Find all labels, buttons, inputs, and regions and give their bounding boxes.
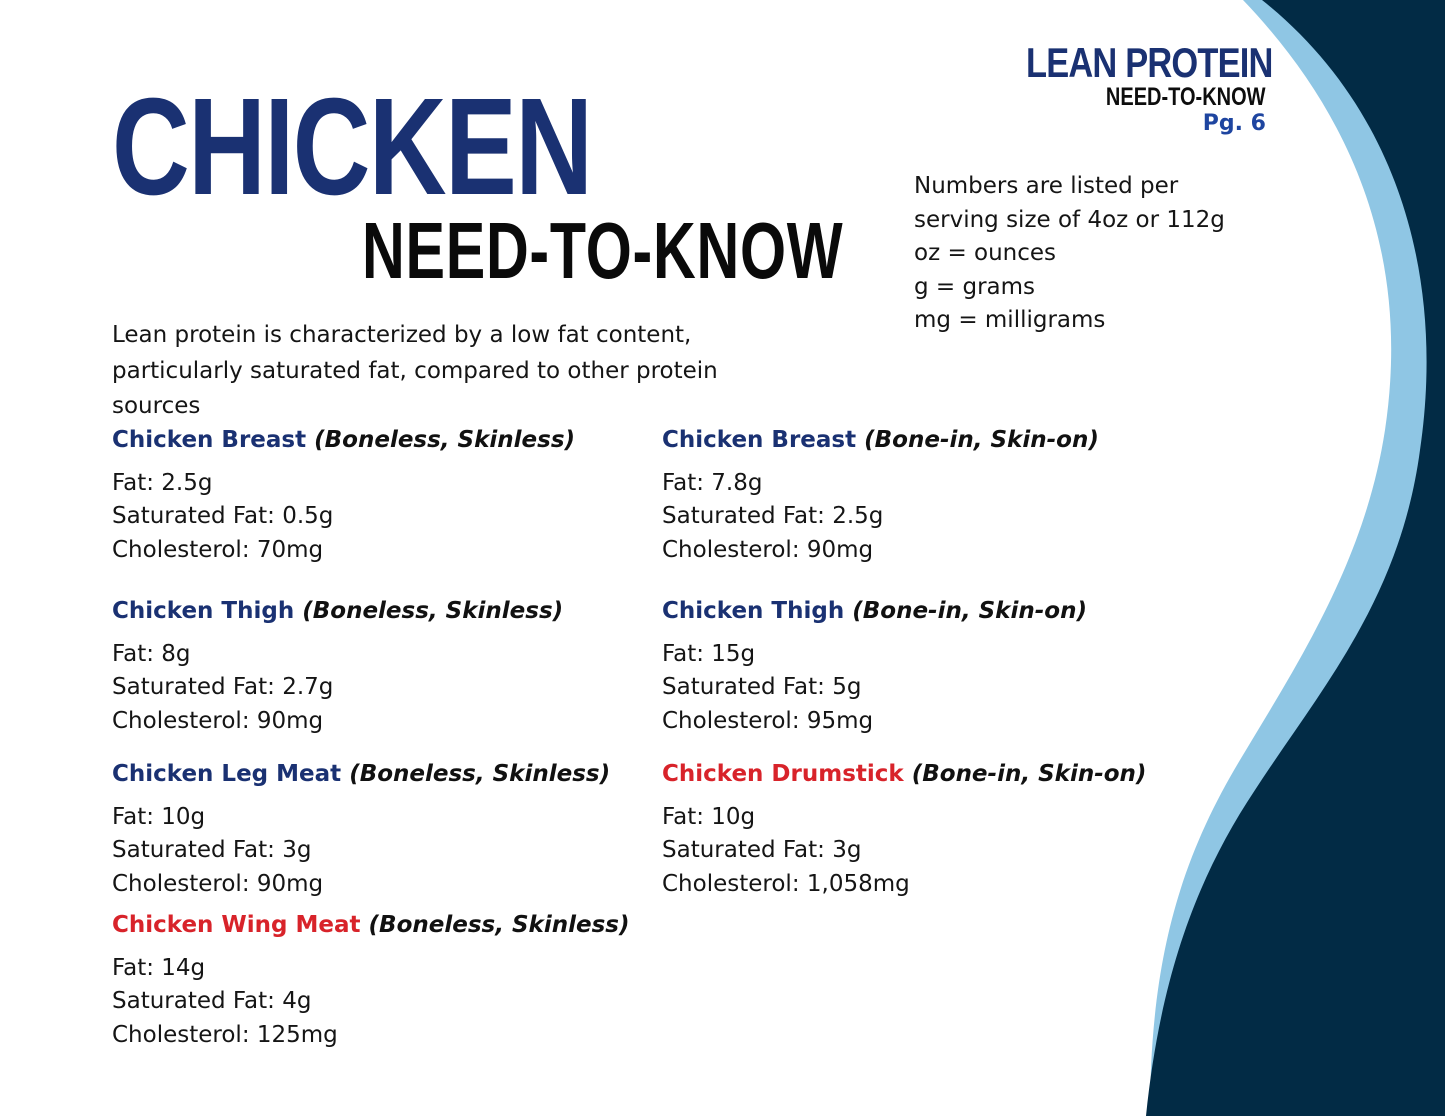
section-chicken-thigh-boneless xyxy=(112,596,563,738)
cut-name: Chicken Breast xyxy=(662,427,857,453)
section-chicken-breast-boneless xyxy=(112,425,575,567)
fat-value: Fat: 10g xyxy=(662,804,756,830)
serving-notes xyxy=(914,170,1244,338)
fat-value: Fat: 8g xyxy=(112,641,191,667)
saturated-fat-value: Saturated Fat: 3g xyxy=(662,837,862,864)
section-heading xyxy=(662,596,1087,626)
nutrition-facts xyxy=(662,638,1087,738)
fat-value: Fat: 15g xyxy=(662,641,756,667)
cut-name: Chicken Breast xyxy=(112,427,307,453)
cut-detail: (Bone-in, Skin-on) xyxy=(911,761,1147,787)
saturated-fat-value: Saturated Fat: 0.5g xyxy=(112,503,334,530)
section-chicken-thigh-bone-in xyxy=(662,596,1087,738)
fat-value: Fat: 10g xyxy=(112,804,206,830)
saturated-fat-value: Saturated Fat: 2.5g xyxy=(662,503,884,530)
section-heading xyxy=(112,910,629,940)
section-heading xyxy=(112,759,610,789)
cut-detail: (Boneless, Skinless) xyxy=(349,761,611,787)
cut-name: Chicken Drumstick xyxy=(662,761,904,787)
cholesterol-value: Cholesterol: 125mg xyxy=(112,1021,338,1048)
page-title: CHICKEN xyxy=(112,70,592,224)
nutrition-facts xyxy=(112,952,629,1052)
saturated-fat-value: Saturated Fat: 4g xyxy=(112,988,312,1015)
cut-detail: (Bone-in, Skin-on) xyxy=(864,427,1099,453)
note-line: oz = ounces xyxy=(914,240,1057,266)
cut-name: Chicken Wing Meat xyxy=(112,912,361,938)
saturated-fat-value: Saturated Fat: 2.7g xyxy=(112,674,334,701)
cut-name: Chicken Thigh xyxy=(112,598,295,624)
note-line: mg = milligrams xyxy=(914,307,1106,333)
section-heading xyxy=(112,596,563,626)
cut-detail: (Boneless, Skinless) xyxy=(302,598,564,624)
cut-detail: (Boneless, Skinless) xyxy=(368,912,630,938)
nutrition-facts xyxy=(662,467,1099,567)
dark-navy-wave xyxy=(1146,0,1445,1116)
saturated-fat-value: Saturated Fat: 3g xyxy=(112,837,312,864)
saturated-fat-value: Saturated Fat: 5g xyxy=(662,674,862,701)
nutrition-facts xyxy=(112,467,575,567)
cholesterol-value: Cholesterol: 90mg xyxy=(662,536,874,563)
cholesterol-value: Cholesterol: 90mg xyxy=(112,870,324,897)
cholesterol-value: Cholesterol: 95mg xyxy=(662,707,874,734)
note-line: g = grams xyxy=(914,273,1036,300)
section-chicken-leg-meat xyxy=(112,759,610,901)
fat-value: Fat: 14g xyxy=(112,955,206,981)
header-subtitle: NEED-TO-KNOW xyxy=(1106,83,1266,111)
cholesterol-value: Cholesterol: 1,058mg xyxy=(662,870,910,897)
section-chicken-breast-bone-in xyxy=(662,425,1099,567)
cholesterol-value: Cholesterol: 70mg xyxy=(112,536,324,563)
section-chicken-wing-meat xyxy=(112,910,629,1052)
cut-detail: (Boneless, Skinless) xyxy=(314,427,576,453)
cut-name: Chicken Leg Meat xyxy=(112,761,342,787)
section-chicken-drumstick xyxy=(662,759,1146,901)
page-number: Pg. 6 xyxy=(1202,111,1266,136)
nutrition-facts xyxy=(112,801,610,901)
note-line: Numbers are listed per xyxy=(914,173,1179,199)
section-heading xyxy=(662,759,1146,789)
section-heading xyxy=(112,425,575,455)
page-subtitle: NEED-TO-KNOW xyxy=(362,206,844,295)
header-title: LEAN PROTEIN xyxy=(1026,39,1273,86)
section-heading xyxy=(662,425,1099,455)
fat-value: Fat: 2.5g xyxy=(112,470,213,496)
cut-name: Chicken Thigh xyxy=(662,598,845,624)
cut-detail: (Bone-in, Skin-on) xyxy=(852,598,1087,624)
nutrition-facts xyxy=(662,801,1146,901)
nutrition-facts xyxy=(112,638,563,738)
intro-paragraph: Lean protein is characterized by a low fat content, particularly saturated fat, compared to other protein sources xyxy=(112,322,718,419)
fat-value: Fat: 7.8g xyxy=(662,470,763,496)
cholesterol-value: Cholesterol: 90mg xyxy=(112,707,324,734)
note-line: serving size of 4oz or 112g xyxy=(914,206,1225,233)
